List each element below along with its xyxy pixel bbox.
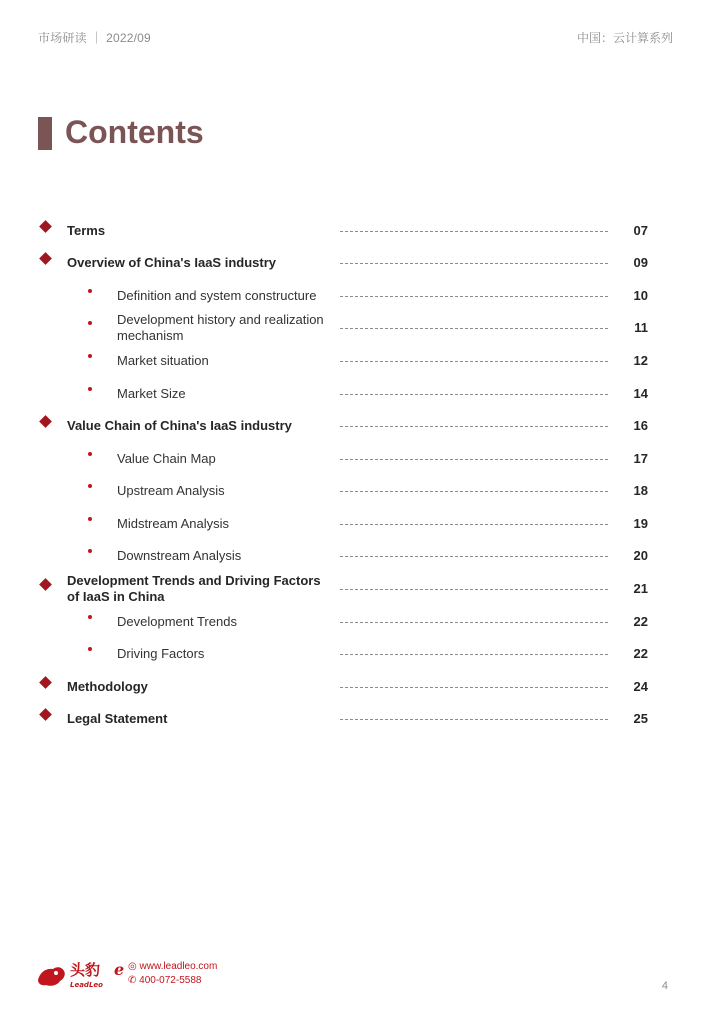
toc-entry-label: Market Size (117, 386, 186, 401)
dotted-leader-line (340, 687, 608, 688)
toc-entry-label: Terms (67, 223, 106, 238)
toc-entry-page: 10 (633, 288, 648, 303)
dotted-leader-line (340, 296, 608, 297)
dot-bullet-icon (88, 354, 92, 358)
header-left: 市场研读 ｜ 2022/09 (38, 31, 151, 45)
dot-bullet-icon (88, 289, 92, 293)
header-right: 中国：云计算系列 (576, 31, 673, 45)
toc-entry-page: 22 (633, 614, 648, 629)
phone-number: 400-072-5588 (139, 975, 202, 986)
dotted-leader-line (340, 231, 608, 232)
toc-entry-label: Legal Statement (67, 711, 168, 726)
dot-bullet-icon (88, 321, 92, 325)
dot-bullet-icon (88, 647, 92, 651)
toc-entry-page: 24 (633, 679, 648, 694)
toc-entry-label: Definition and system constructure (117, 288, 317, 303)
dotted-leader-line (340, 589, 608, 590)
page-title: Contents (65, 114, 204, 150)
toc-entry-page: 11 (634, 320, 648, 335)
dotted-leader-line (340, 328, 608, 329)
dot-bullet-icon (88, 615, 92, 619)
toc-entry-page: 18 (633, 483, 648, 498)
toc-entry-label: Upstream Analysis (117, 483, 225, 498)
leadleo-logo (36, 958, 126, 990)
logo-e-mark: e (114, 960, 125, 979)
toc-entry-page: 21 (633, 581, 648, 596)
toc-entry-label: Development Trends and Driving Factors of IaaS in China (67, 573, 321, 604)
diamond-bullet-icon (39, 415, 52, 428)
toc-entry-page: 20 (633, 548, 648, 563)
toc-entry-label: Midstream Analysis (117, 516, 229, 531)
toc-entry-label: Value Chain Map (117, 451, 216, 466)
diamond-bullet-icon (39, 676, 52, 689)
dot-bullet-icon (88, 517, 92, 521)
page-number: 4 (661, 980, 668, 992)
diamond-bullet-icon (39, 578, 52, 591)
logo-en-text: LeadLeo (70, 981, 103, 989)
toc-entry-label: Value Chain of China's IaaS industry (67, 418, 292, 433)
diamond-bullet-icon (39, 708, 52, 721)
dotted-leader-line (340, 622, 608, 623)
toc-entry-page: 14 (633, 386, 648, 401)
toc-entry-page: 19 (633, 516, 648, 531)
toc-entry-label: Development Trends (117, 614, 237, 629)
toc-entry-label: Methodology (67, 679, 148, 694)
dotted-leader-line (340, 459, 608, 460)
dot-bullet-icon (88, 484, 92, 488)
title-accent-bar (38, 117, 52, 150)
dot-bullet-icon (88, 452, 92, 456)
dotted-leader-line (340, 491, 608, 492)
diamond-bullet-icon (39, 220, 52, 233)
toc-entry-page: 22 (633, 646, 648, 661)
toc-entry-page: 16 (633, 418, 648, 433)
website-link[interactable]: www.leadleo.com (139, 961, 218, 972)
toc-entry-label: Market situation (117, 353, 209, 368)
toc-entry-page: 12 (633, 353, 648, 368)
diamond-bullet-icon (39, 252, 52, 265)
dotted-leader-line (340, 654, 608, 655)
dotted-leader-line (340, 426, 608, 427)
toc-entry-label: Downstream Analysis (117, 548, 242, 563)
toc-entry-label: Driving Factors (117, 646, 205, 661)
footer-contact (128, 960, 217, 988)
dotted-leader-line (340, 394, 608, 395)
logo-cn-text: 头豹 (70, 961, 101, 979)
dotted-leader-line (340, 556, 608, 557)
toc-entry-label: Overview of China's IaaS industry (67, 255, 276, 270)
toc-entry-label: Development history and realization mechanism (117, 312, 324, 343)
phone-icon: ✆ (128, 975, 140, 986)
toc-entry-page: 07 (633, 223, 648, 238)
dotted-leader-line (340, 361, 608, 362)
toc-entry-page: 17 (633, 451, 648, 466)
dotted-leader-line (340, 719, 608, 720)
globe-icon: ◎ (128, 961, 140, 972)
toc-entry-page: 25 (633, 711, 648, 726)
dotted-leader-line (340, 263, 608, 264)
toc-entry-page: 09 (633, 255, 648, 270)
dot-bullet-icon (88, 549, 92, 553)
dotted-leader-line (340, 524, 608, 525)
dot-bullet-icon (88, 387, 92, 391)
